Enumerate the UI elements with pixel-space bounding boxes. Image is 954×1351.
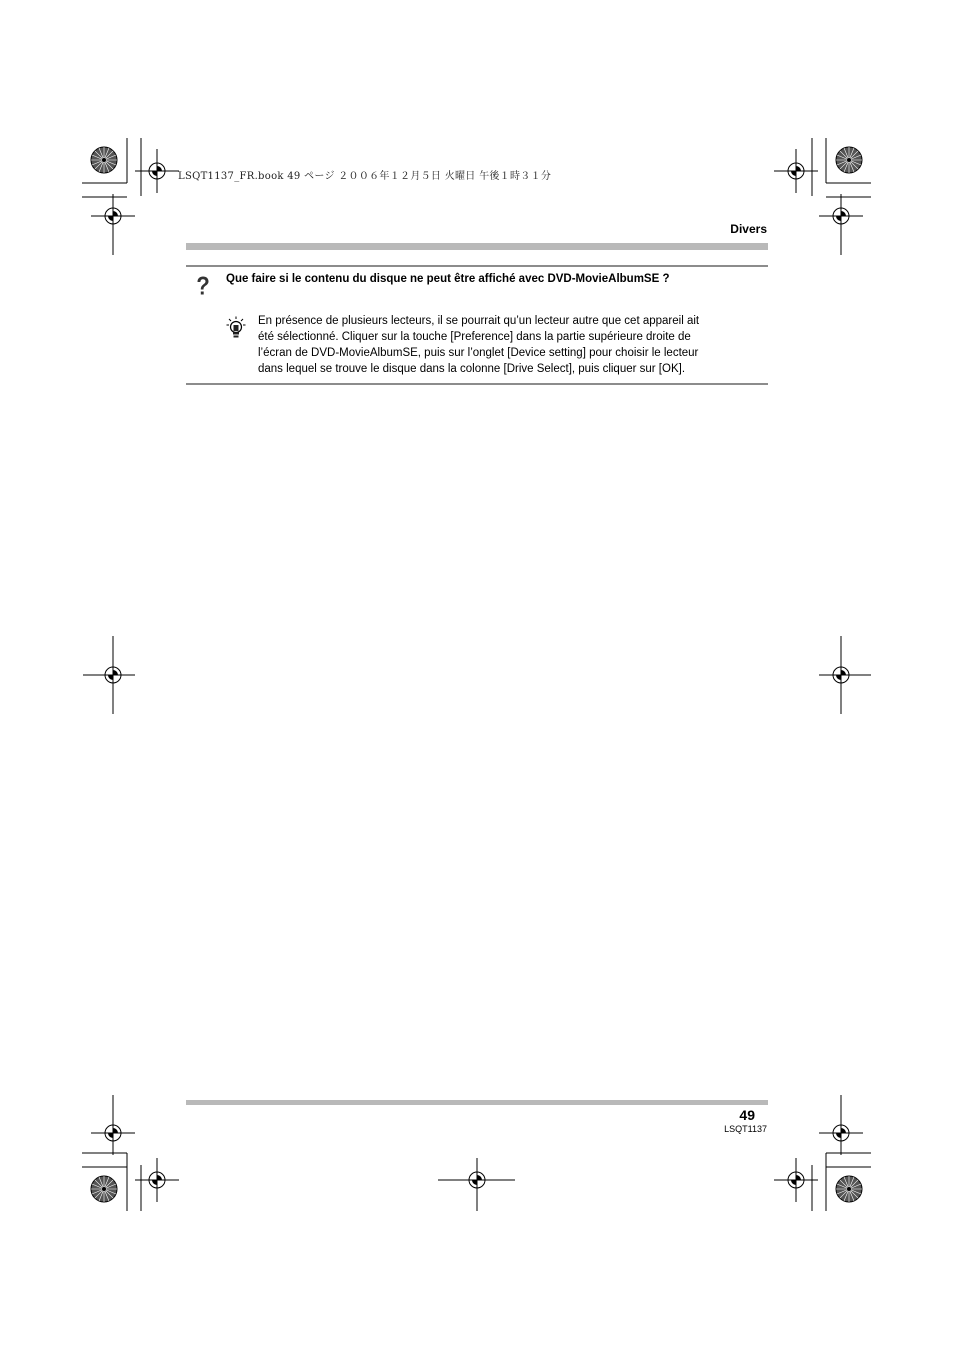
answer-line: En présence de plusieurs lecteurs, il se pourrait qu’un lecteur autre que cet appareil ait: [258, 315, 700, 327]
page-number: 49: [739, 1107, 755, 1123]
print-job-info: LSQT1137_FR.book 49 ページ ２００６年１２月５日 火曜日 午後１時３１分: [178, 171, 552, 182]
faq-rule-bottom: [186, 383, 768, 385]
model-code: LSQT1137: [724, 1124, 767, 1134]
faq-answer: [258, 313, 763, 377]
question-mark-icon: [193, 275, 213, 297]
faq-question: Que faire si le contenu du disque ne peut être affiché avec DVD-MovieAlbumSE ?: [226, 273, 670, 285]
answer-line: été sélectionné. Cliquer sur la touche [Preference] dans la partie supérieure droite de: [258, 331, 691, 343]
footer-rule: [186, 1100, 768, 1105]
section-title: Divers: [730, 222, 767, 236]
lightbulb-icon: [226, 316, 246, 340]
answer-line: l’écran de DVD-MovieAlbumSE, puis sur l’onglet [Device setting] pour choisir le lecteur: [258, 347, 699, 359]
header-rule: [186, 243, 768, 250]
faq-rule-top: [186, 265, 768, 267]
answer-line: dans lequel se trouve le disque dans la colonne [Drive Select], puis cliquer sur [OK].: [258, 363, 686, 375]
